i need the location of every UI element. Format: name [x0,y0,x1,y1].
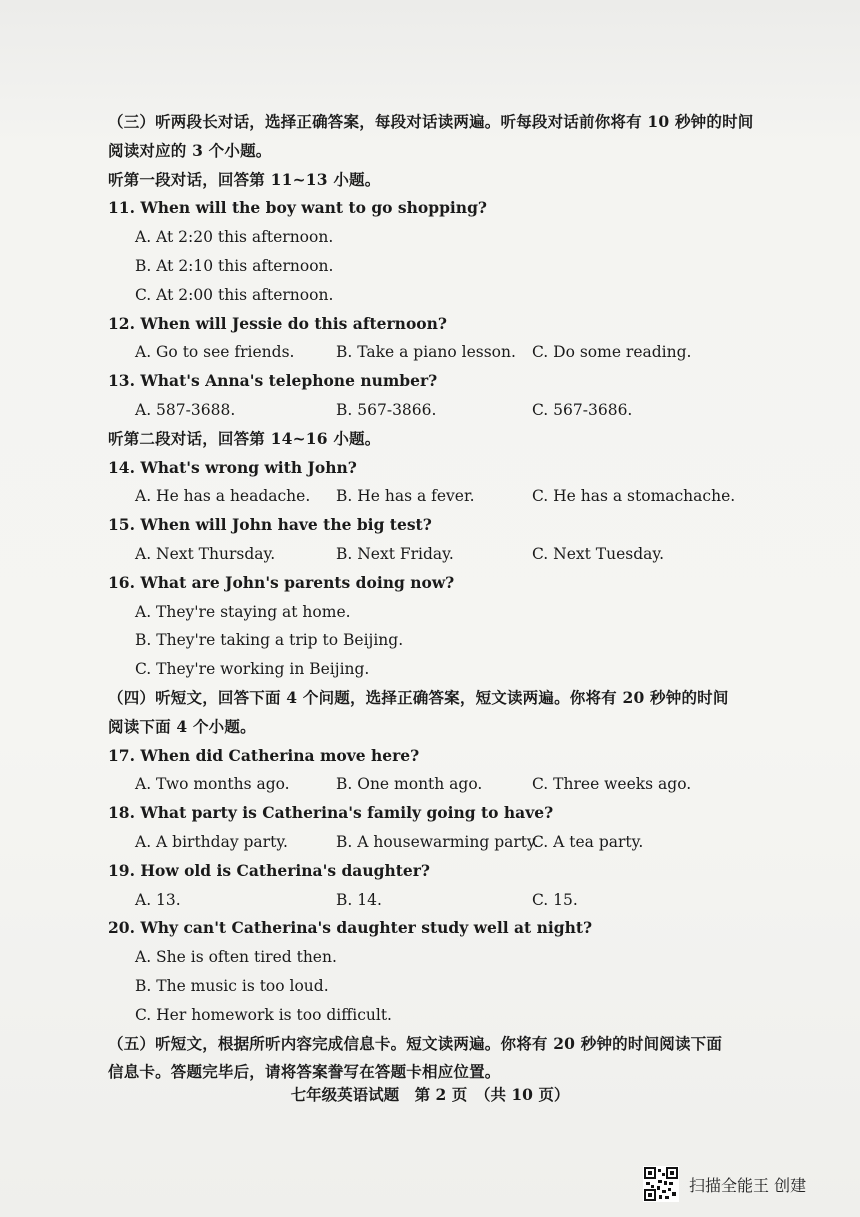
q16-option-a: A. They're staying at home. [135,602,351,621]
question-12: 12. When will Jessie do this afternoon? [108,313,447,333]
q15-option-c: C. Next Tuesday. [532,544,665,563]
q13-option-b: B. 567-3866. [336,400,437,419]
scanner-watermark [643,1166,806,1202]
q19-option-b: B. 14. [336,890,382,909]
q20-option-a: A. She is often tired then. [135,948,337,967]
q18-option-c: C. A tea party. [532,832,644,851]
question-19: 19. How old is Catherina's daughter? [108,860,430,880]
q13-option-a: A. 587-3688. [135,400,236,419]
section-4-instruction-cont: 阅读下面 4 个小题。 [108,716,256,736]
q20-option-b: B. The music is too loud. [135,976,329,995]
q13-options [108,396,758,425]
exam-content [108,108,758,1087]
q19-options [108,886,758,915]
q14-option-b: B. He has a fever. [336,487,475,506]
section-5-instruction: （五）听短文，根据所听内容完成信息卡。短文读两遍。你将有 20 秒钟的时间阅读下面 [108,1033,723,1053]
section-3-instruction: （三）听两段长对话，选择正确答案，每段对话读两遍。听每段对话前你将有 10 秒钟的时间 [108,112,754,131]
q13-option-c: C. 567-3686. [532,400,633,419]
q11-option-a: A. At 2:20 this afternoon. [135,228,334,247]
scanner-watermark-text: 扫描全能王 创建 [689,1175,807,1195]
question-18: 18. What party is Catherina's family going to have? [108,803,554,823]
question-17: 17. When did Catherina move here? [108,745,420,765]
question-20: 20. Why can't Catherina's daughter study well at night? [108,918,593,938]
q12-option-b: B. Take a piano lesson. [336,343,516,362]
q12-option-c: C. Do some reading. [532,343,692,362]
question-13: 13. What's Anna's telephone number? [108,371,438,391]
q17-options [108,770,758,799]
q17-option-a: A. Two months ago. [135,775,290,794]
q16-option-b: B. They're taking a trip to Beijing. [135,631,404,650]
q11-option-b: B. At 2:10 this afternoon. [135,256,334,275]
q16-option-c: C. They're working in Beijing. [135,660,370,679]
question-16: 16. What are John's parents doing now? [108,572,455,592]
q18-option-b: B. A housewarming party. [336,832,539,851]
q17-option-c: C. Three weeks ago. [532,775,692,794]
dialogue-1-intro: 听第一段对话，回答第 11~13 小题。 [108,169,381,189]
q20-option-c: C. Her homework is too difficult. [135,1005,392,1024]
q18-options [108,828,758,857]
q15-option-b: B. Next Friday. [336,544,454,563]
q14-option-a: A. He has a headache. [135,487,311,506]
q12-options [108,338,758,367]
q19-option-c: C. 15. [532,890,578,909]
dialogue-2-intro: 听第二段对话，回答第 14~16 小题。 [108,428,381,448]
section-3-instruction-cont: 阅读对应的 3 个小题。 [108,140,272,160]
q18-option-a: A. A birthday party. [135,832,288,851]
q19-option-a: A. 13. [135,890,181,909]
section-5-instruction-cont: 信息卡。答题完毕后，请将答案誊写在答题卡相应位置。 [108,1062,501,1082]
page-footer: 七年级英语试题 第 2 页 （共 10 页） [290,1085,570,1104]
q14-option-c: C. He has a stomachache. [532,487,736,506]
qr-code-icon [643,1166,679,1202]
question-15: 15. When will John have the big test? [108,515,432,535]
q15-options [108,540,758,569]
q11-option-c: C. At 2:00 this afternoon. [135,285,334,304]
q12-option-a: A. Go to see friends. [135,343,295,362]
question-14: 14. What's wrong with John? [108,457,357,477]
q14-options [108,482,758,511]
question-11: 11. When will the boy want to go shopping? [108,198,488,218]
q15-option-a: A. Next Thursday. [135,544,276,563]
section-4-instruction: （四）听短文，回答下面 4 个问题，选择正确答案，短文读两遍。你将有 20 秒钟的时间 [108,687,729,707]
q17-option-b: B. One month ago. [336,775,483,794]
